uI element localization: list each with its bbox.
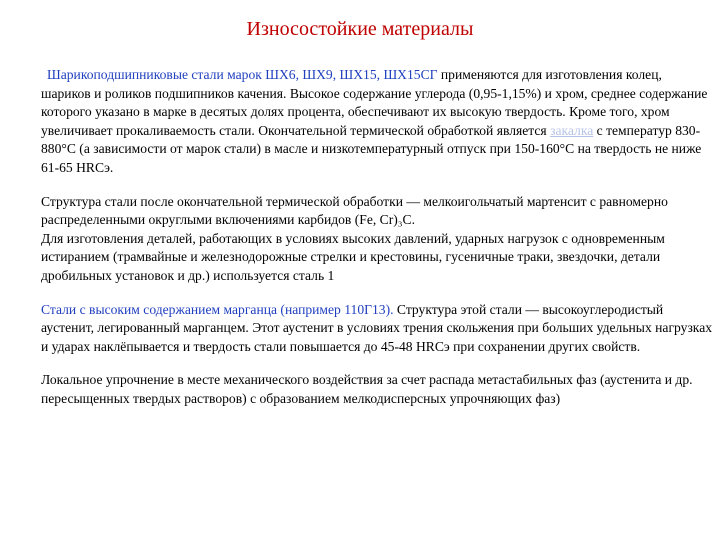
manganese-steel-text: Структура этой стали — высокоуглеродистый аустенит, легированный марганцем. Этот аустенит в условиях трения скольжения при больших удельных нагрузках и ударах наклёпывается и твердость стали повышается до 45-48 HRCэ при сохранении других свойств. — [41, 301, 713, 354]
paragraph-manganese-steels — [41, 301, 713, 357]
paragraph-structure: Структура стали после окончательной термической обработки — мелкоигольчатый мартенсит с равномерно распределенными округлыми включениями карбидов (Fe, Cr)₃С. — [41, 193, 668, 228]
paragraph-local-hardening: Локальное упрочнение в месте механического воздействия за счет распада метастабильных фаз (аустенита и др. пересыщенных твердых растворов) с образованием мелкодисперсных упрочняющих фаз) — [41, 372, 693, 406]
manganese-steel-heading: Стали с высоким содержанием марганца (например 110Г13). — [41, 301, 394, 317]
bearing-steel-text-b: с температур 830-880°С (а зависимости от марок стали) в масле и низкотемпературный отпуск при 150-160°С на твердость не ниже 61-65 HRCэ. — [41, 122, 702, 175]
hardening-link[interactable]: закалка — [550, 122, 594, 138]
paragraph-bearing-steels — [41, 66, 713, 178]
page-title: Износостойкие материалы — [246, 18, 474, 40]
paragraph-applications: Для изготовления деталей, работающих в условиях высоких давлений, ударных нагрузок с одновременным истиранием (трамвайные и железнодорожные стрелки и крестовины, гусеничные траки, звездочки, детали дробильных установок и др.) используется сталь 1 — [41, 230, 665, 283]
bearing-steel-grades: Шарикоподшипниковые стали марок ШХ6, ШХ9, ШХ15, ШХ15СГ — [47, 67, 438, 82]
bearing-steel-text-a: применяются для изготовления колец, шариков и роликов подшипников качения. Высокое содержание углерода (0,95-1,15%) и хром, среднее содержание которого указано в марке в десятых долях процента, обеспечивают их высокую твердость. Кроме того, хром увеличивает прокаливаемость стали. Окончательной термической обработкой является — [41, 67, 708, 138]
text-body — [41, 66, 713, 424]
